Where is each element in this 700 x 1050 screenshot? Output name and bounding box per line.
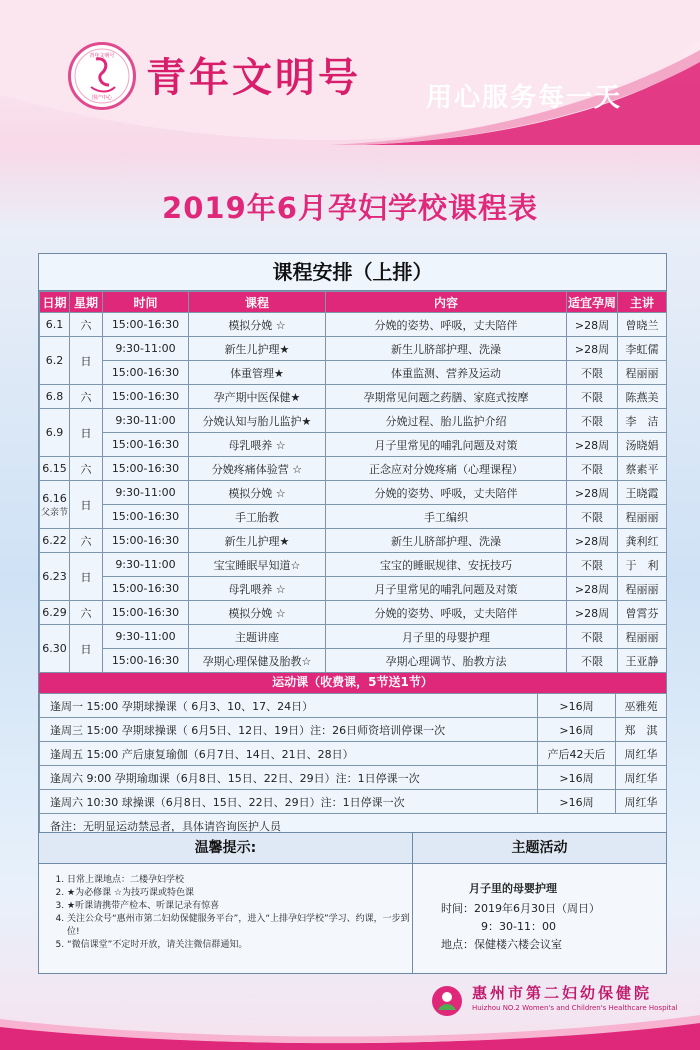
activity-time: 时间：2019年6月30日（周日） xyxy=(441,902,600,915)
column-header: 内容 xyxy=(326,292,567,313)
sports-teacher-cell: 郑 淇 xyxy=(616,718,667,742)
time-cell: 9:30-11:00 xyxy=(103,553,189,577)
teacher-cell: 王晓霞 xyxy=(618,481,667,505)
sports-note: 备注：无明显运动禁忌者，具体请咨询医护人员 xyxy=(40,814,667,838)
course-cell: 母乳喂养 ☆ xyxy=(189,433,326,457)
time-cell: 15:00-16:30 xyxy=(103,505,189,529)
weeks-cell: >28周 xyxy=(567,601,618,625)
activity-place: 地点：保健楼六楼会议室 xyxy=(441,938,562,951)
date-cell xyxy=(40,409,70,457)
column-header: 适宜孕周 xyxy=(567,292,618,313)
sports-weeks-cell: >16周 xyxy=(538,718,616,742)
date-value: 6.29 xyxy=(42,606,67,619)
sports-row xyxy=(40,790,667,814)
sports-weeks-cell: >16周 xyxy=(538,766,616,790)
course-cell: 模拟分娩 ☆ xyxy=(189,313,326,337)
hospital-name: 惠州市第二妇幼保健院 xyxy=(472,984,653,1002)
activity-box xyxy=(413,833,666,973)
page-title: 2019年6月孕妇学校课程表 xyxy=(162,191,538,225)
date-value: 6.8 xyxy=(45,390,64,403)
weeks-cell: >28周 xyxy=(567,481,618,505)
content-cell: 孕期心理调节、胎教方法 xyxy=(326,649,567,673)
sports-desc-cell: 逢周三 15:00 孕期球操课（ 6月5日、12日、19日）注：26日师资培训停课一次 xyxy=(40,718,538,742)
sports-teacher-cell: 巫雅苑 xyxy=(616,694,667,718)
sports-table xyxy=(39,693,667,838)
tip-item: 4. 关注公众号“惠州市第二妇幼保健服务平台”，进入“上排孕妇学校”学习、约课，一步到位! xyxy=(67,913,412,939)
date-value: 6.22 xyxy=(42,534,67,547)
weekday-cell: 日 xyxy=(70,337,103,385)
table-row xyxy=(40,457,667,481)
activity-name: 月子里的母婴护理 xyxy=(469,882,557,895)
table-row xyxy=(40,337,667,361)
table-row xyxy=(40,409,667,433)
table-row xyxy=(40,313,667,337)
tip-item: 3. ★听课请携带产检本、听课记录有惊喜 xyxy=(67,900,412,913)
content-cell: 新生儿脐部护理、洗澡 xyxy=(326,337,567,361)
column-header: 时间 xyxy=(103,292,189,313)
logo-ring-text: 青年文明号 xyxy=(89,53,115,59)
weeks-cell: >28周 xyxy=(567,577,618,601)
table-row xyxy=(40,529,667,553)
course-cell: 母乳喂养 ☆ xyxy=(189,577,326,601)
sports-weeks-cell: 产后42天后 xyxy=(538,742,616,766)
footer-decoration xyxy=(0,1015,700,1050)
content-cell: 正念应对分娩疼痛（心理课程） xyxy=(326,457,567,481)
date-cell xyxy=(40,553,70,601)
table-row xyxy=(40,361,667,385)
content-cell: 月子里常见的哺乳问题及对策 xyxy=(326,577,567,601)
teacher-cell: 汤晓娟 xyxy=(618,433,667,457)
column-header: 日期 xyxy=(40,292,70,313)
teacher-cell: 龚利红 xyxy=(618,529,667,553)
weeks-cell: 不限 xyxy=(567,457,618,481)
time-cell: 15:00-16:30 xyxy=(103,361,189,385)
content-cell: 月子里常见的哺乳问题及对策 xyxy=(326,433,567,457)
date-cell xyxy=(40,529,70,553)
date-cell xyxy=(40,625,70,673)
tip-item: 1. 日常上课地点：二楼孕妇学校 xyxy=(67,874,412,887)
table-row xyxy=(40,649,667,673)
course-cell: 主题讲座 xyxy=(189,625,326,649)
column-header: 课程 xyxy=(189,292,326,313)
tips-list xyxy=(39,874,412,952)
table-row xyxy=(40,481,667,505)
content-cell: 新生儿脐部护理、洗澡 xyxy=(326,529,567,553)
sports-desc-cell: 逢周六 10:30 球操课（6月8日、15日、22日、29日）注：1日停课一次 xyxy=(40,790,538,814)
course-cell: 新生儿护理★ xyxy=(189,529,326,553)
date-note: 父亲节 xyxy=(40,507,68,518)
activity-title: 主题活动 xyxy=(413,833,666,864)
weeks-cell: 不限 xyxy=(567,361,618,385)
weekday-cell: 六 xyxy=(70,529,103,553)
content-cell: 孕期常见问题之药膳、家庭式按摩 xyxy=(326,385,567,409)
date-cell xyxy=(40,601,70,625)
time-cell: 9:30-11:00 xyxy=(103,337,189,361)
date-value: 6.30 xyxy=(42,642,67,655)
weekday-cell: 六 xyxy=(70,313,103,337)
time-cell: 15:00-16:30 xyxy=(103,457,189,481)
weeks-cell: >28周 xyxy=(567,529,618,553)
course-cell: 宝宝睡眠早知道☆ xyxy=(189,553,326,577)
content-cell: 月子里的母婴护理 xyxy=(326,625,567,649)
course-cell: 孕产期中医保健★ xyxy=(189,385,326,409)
tip-item: 2. ★为必修课 ☆为技巧课或特色课 xyxy=(67,887,412,900)
weekday-cell: 六 xyxy=(70,457,103,481)
teacher-cell: 王亚静 xyxy=(618,649,667,673)
table-header-row xyxy=(40,292,667,313)
sports-row xyxy=(40,718,667,742)
logo-text: 青年文明号 xyxy=(146,54,361,101)
time-cell: 9:30-11:00 xyxy=(103,625,189,649)
sports-teacher-cell: 周红华 xyxy=(616,790,667,814)
time-cell: 15:00-16:30 xyxy=(103,385,189,409)
time-cell: 15:00-16:30 xyxy=(103,529,189,553)
course-cell: 新生儿护理★ xyxy=(189,337,326,361)
youth-civilization-logo xyxy=(68,42,136,110)
course-cell: 模拟分娩 ☆ xyxy=(189,601,326,625)
course-cell: 孕期心理保健及胎教☆ xyxy=(189,649,326,673)
weekday-cell: 日 xyxy=(70,481,103,529)
weeks-cell: 不限 xyxy=(567,649,618,673)
table-row xyxy=(40,433,667,457)
date-value: 6.9 xyxy=(45,426,64,439)
time-cell: 15:00-16:30 xyxy=(103,577,189,601)
date-cell xyxy=(40,385,70,409)
date-value: 6.2 xyxy=(45,354,64,367)
weeks-cell: >28周 xyxy=(567,433,618,457)
course-cell: 分娩疼痛体验营 ☆ xyxy=(189,457,326,481)
weeks-cell: 不限 xyxy=(567,505,618,529)
content-cell: 手工编织 xyxy=(326,505,567,529)
teacher-cell: 曾霄芬 xyxy=(618,601,667,625)
hospital-logo-icon xyxy=(430,984,464,1018)
weeks-cell: >28周 xyxy=(567,337,618,361)
sports-row xyxy=(40,742,667,766)
date-cell xyxy=(40,313,70,337)
bottom-info xyxy=(38,832,667,974)
sports-teacher-cell: 周红华 xyxy=(616,742,667,766)
date-value: 6.1 xyxy=(45,318,64,331)
content-cell: 分娩的姿势、呼吸，丈夫陪伴 xyxy=(326,481,567,505)
content-cell: 宝宝的睡眠规律、安抚技巧 xyxy=(326,553,567,577)
time-cell: 15:00-16:30 xyxy=(103,433,189,457)
weekday-cell: 六 xyxy=(70,385,103,409)
date-value: 6.16 xyxy=(42,491,67,505)
content-cell: 体重监测、营养及运动 xyxy=(326,361,567,385)
teacher-cell: 李 洁 xyxy=(618,409,667,433)
weekday-cell: 六 xyxy=(70,601,103,625)
tips-box xyxy=(39,833,413,973)
teacher-cell: 陈燕美 xyxy=(618,385,667,409)
sports-row xyxy=(40,694,667,718)
table-row xyxy=(40,385,667,409)
weekday-cell: 日 xyxy=(70,553,103,601)
weekday-cell: 日 xyxy=(70,625,103,673)
teacher-cell: 蔡素平 xyxy=(618,457,667,481)
table-row xyxy=(40,577,667,601)
weeks-cell: 不限 xyxy=(567,409,618,433)
slogan: 用心服务每一天 xyxy=(426,83,623,113)
teacher-cell: 曾晓兰 xyxy=(618,313,667,337)
table-row xyxy=(40,625,667,649)
time-cell: 15:00-16:30 xyxy=(103,601,189,625)
date-value: 6.15 xyxy=(42,462,67,475)
course-cell: 模拟分娩 ☆ xyxy=(189,481,326,505)
table-row xyxy=(40,553,667,577)
weeks-cell: 不限 xyxy=(567,385,618,409)
schedule-section-title: 课程安排（上排） xyxy=(39,254,666,291)
date-cell xyxy=(40,457,70,481)
course-cell: 体重管理★ xyxy=(189,361,326,385)
sports-section-title: 运动课（收费课，5节送1节） xyxy=(39,673,666,693)
course-table xyxy=(39,291,667,673)
weekday-cell: 日 xyxy=(70,409,103,457)
schedule-panel xyxy=(38,253,667,839)
logo-subtitle: 围产中心 xyxy=(91,95,113,101)
sports-teacher-cell: 周红华 xyxy=(616,766,667,790)
teacher-cell: 李虹儒 xyxy=(618,337,667,361)
course-cell: 手工胎教 xyxy=(189,505,326,529)
time-cell: 9:30-11:00 xyxy=(103,481,189,505)
teacher-cell: 程丽丽 xyxy=(618,625,667,649)
sports-desc-cell: 逢周六 9:00 孕期瑜珈课（6月8日、15日、22日、29日）注：1日停课一次 xyxy=(40,766,538,790)
table-row xyxy=(40,505,667,529)
column-header: 主讲 xyxy=(618,292,667,313)
table-row xyxy=(40,601,667,625)
date-cell xyxy=(40,481,70,529)
sports-weeks-cell: >16周 xyxy=(538,694,616,718)
tip-item: 5. “微信课堂”不定时开放，请关注微信群通知。 xyxy=(67,939,412,952)
sports-desc-cell: 逢周五 15:00 产后康复瑜伽（6月7日、14日、21日、28日） xyxy=(40,742,538,766)
teacher-cell: 于 利 xyxy=(618,553,667,577)
date-value: 6.23 xyxy=(42,570,67,583)
teacher-cell: 程丽丽 xyxy=(618,505,667,529)
date-cell xyxy=(40,337,70,385)
weeks-cell: >28周 xyxy=(567,313,618,337)
content-cell: 分娩过程、胎儿监护介绍 xyxy=(326,409,567,433)
teacher-cell: 程丽丽 xyxy=(618,577,667,601)
sports-row xyxy=(40,766,667,790)
time-cell: 15:00-16:30 xyxy=(103,649,189,673)
tips-title: 温馨提示: xyxy=(39,833,412,864)
time-cell: 9:30-11:00 xyxy=(103,409,189,433)
course-cell: 分娩认知与胎儿监护★ xyxy=(189,409,326,433)
time-cell: 15:00-16:30 xyxy=(103,313,189,337)
content-cell: 分娩的姿势、呼吸，丈夫陪伴 xyxy=(326,601,567,625)
weeks-cell: 不限 xyxy=(567,553,618,577)
content-cell: 分娩的姿势、呼吸，丈夫陪伴 xyxy=(326,313,567,337)
hospital-name-en: Huizhou NO.2 Women's and Children's Healthcare Hospital xyxy=(472,1004,678,1012)
teacher-cell: 程丽丽 xyxy=(618,361,667,385)
activity-time-range: 9：30-11：00 xyxy=(481,920,556,933)
weeks-cell: 不限 xyxy=(567,625,618,649)
sports-weeks-cell: >16周 xyxy=(538,790,616,814)
sports-desc-cell: 逢周一 15:00 孕期球操课（ 6月3、10、17、24日） xyxy=(40,694,538,718)
column-header: 星期 xyxy=(70,292,103,313)
